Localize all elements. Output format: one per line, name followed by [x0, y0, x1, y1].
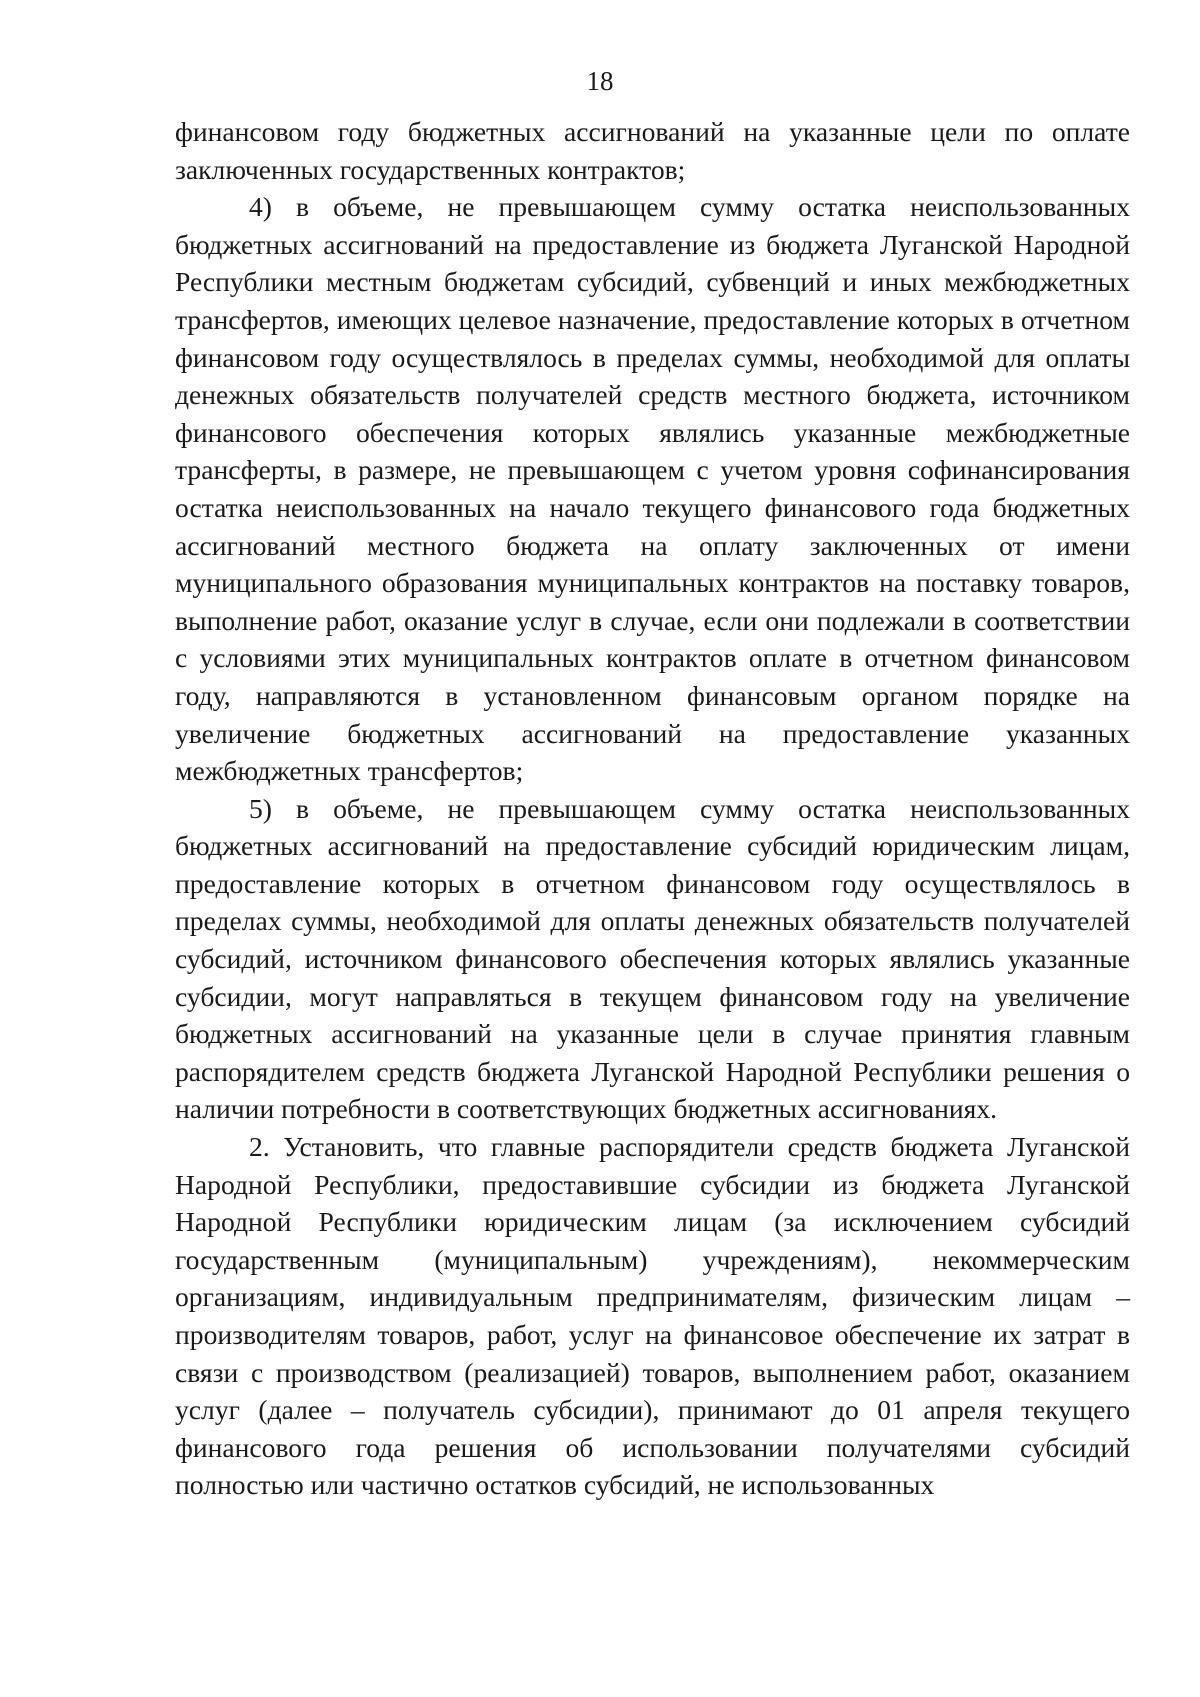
paragraph-item-5: 5) в объеме, не превышающем сумму остатка неиспользованных бюджетных ассигнований на предоставление субсидий юридическим лицам, предоставление которых в отчетном финансовом году осуществлялось в пределах суммы, необходимой для оплаты денежных обязательств получателей субсидий, источником финансового обеспечения которых являлись указанные субсидии, могут направляться в текущем финансовом году на увеличение бюджетных ассигнований на указанные цели в случае принятия главным распорядителем средств бюджета Луганской Народной Республики решения о наличии потребности в соответствующих бюджетных ассигнованиях.: [175, 792, 1130, 1125]
paragraph-clause-2: 2. Установить, что главные распорядители средств бюджета Луганской Народной Республики, предоставившие субсидии из бюджета Луганской Народной Республики юридическим лицам (за исключением субсидий государственным (муниципальным) учреждениям), некоммерческим организациям, индивидуальным предпринимателям, физическим лицам – производителям товаров, работ, услуг на финансовое обеспечение их затрат в связи с производством (реализацией) товаров, выполнением работ, оказанием услуг (далее – получатель субсидии), принимают до 01 апреля текущего финансового года решения об использовании получателями субсидий полностью или частично остатков субсидий, не использованных: [175, 1131, 1130, 1501]
page-number: 18: [586, 66, 614, 96]
paragraph-item-4: 4) в объеме, не превышающем сумму остатка неиспользованных бюджетных ассигнований на предоставление из бюджета Луганской Народной Республики местным бюджетам субсидий, субвенций и иных межбюджетных трансфертов, имеющих целевое назначение, предоставление которых в отчетном финансовом году осуществлялось в пределах суммы, необходимой для оплаты денежных обязательств получателей средств местного бюджета, источником финансового обеспечения которых являлись указанные межбюджетные трансферты, в размере, не превышающем с учетом уровня софинансирования остатка неиспользованных на начало текущего финансового года бюджетных ассигнований местного бюджета на оплату заключенных от имени муниципального образования муниципальных контрактов на поставку товаров, выполнение работ, оказание услуг в случае, если они подлежали в соответствии с условиями этих муниципальных контрактов оплате в отчетном финансовом году, направляются в установленном финансовым органом порядке на увеличение бюджетных ассигнований на предоставление указанных межбюджетных трансфертов;: [175, 191, 1130, 787]
document-body: [175, 113, 1130, 1504]
paragraph-continuation: финансовом году бюджетных ассигнований на указанные цели по оплате заключенных государственных контрактов;: [175, 116, 1130, 185]
